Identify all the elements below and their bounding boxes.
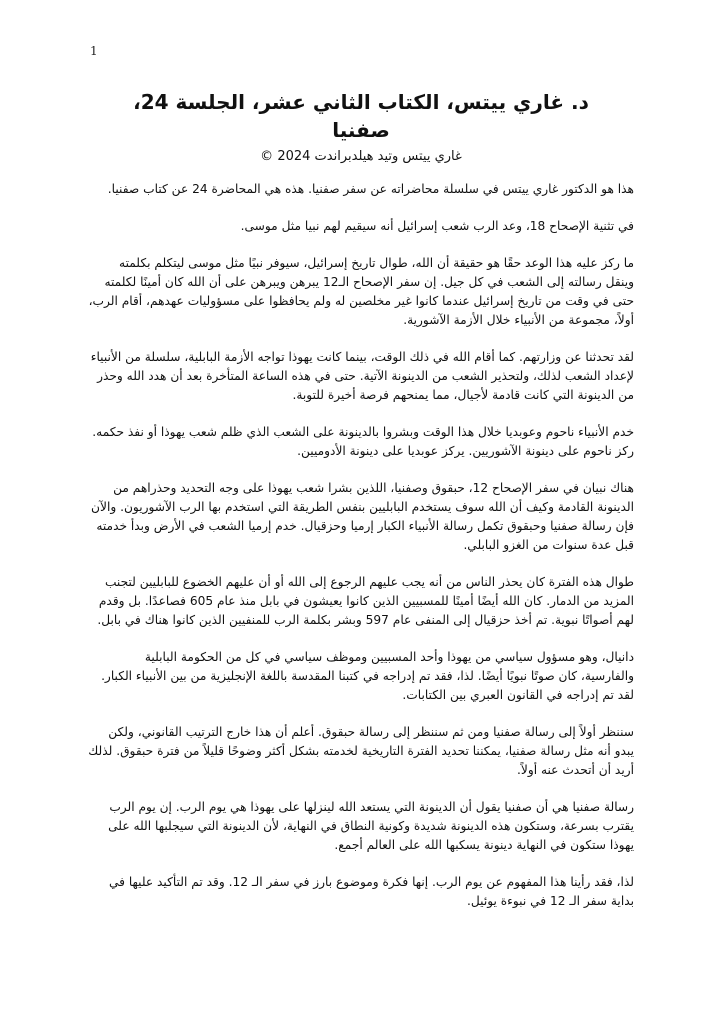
paragraph: في تثنية الإصحاح 18، وعد الرب شعب إسرائيل أنه سيقيم لهم نبيا مثل موسى.	[240, 219, 634, 233]
paragraph: ما ركز عليه هذا الوعد حقًا هو حقيقة أن الله، طوال تاريخ إسرائيل، سيوفر نبيًا مثل موسى ليتكلم بكلمته وينقل رسالته إلى الشعب في كل جيل. إن سفر الإصحاح الـ12 يبرهن ويبرهن على أن الله كان أمينًا لكلمته حتى في وقت من تاريخ إسرائيل عندما كانوا غير مخلصين له ولم يحافظوا على مسؤوليات عهدهم، أقام الرب، أولاً، مجموعة من الأنبياء خلال الأزمة الآشورية.	[88, 256, 634, 327]
paragraph: هذا هو الدكتور غاري ييتس في سلسلة محاضراته عن سفر صفنيا. هذه هي المحاضرة 24 عن كتاب صفنيا.	[107, 182, 634, 196]
paragraph: رسالة صفنيا هي أن صفنيا يقول أن الدينونة التي يستعد الله لينزلها على يهوذا هي يوم الرب. إن يوم الرب يقترب بسرعة، وستكون هذه الدينونة شديدة وكونية النطاق في النهاية، لأن الدينونة التي سيجلبها الله على يهوذا ستكون في النهاية دينونة يسكبها الله على العالم أجمع.	[108, 800, 634, 852]
page-title	[88, 88, 634, 144]
paragraph: طوال هذه الفترة كان يحذر الناس من أنه يجب عليهم الرجوع إلى الله أو أن عليهم الخضوع للبابليين لتجنب المزيد من الدمار. كان الله أيضًا أمينًا للمسبيين الذين كانوا يعيشون في بابل منذ عام 605 فصاعدًا. بل وقدم لهم أصواتًا نبوية. تم أخذ حزقيال إلى المنفى عام 597 وبشر بكلمة الرب للمنفيين الذين كانوا هناك في بابل.	[97, 575, 634, 627]
paragraph: لقد تحدثنا عن وزارتهم. كما أقام الله في ذلك الوقت، بينما كانت يهوذا تواجه الأزمة البابلية، سلسلة من الأنبياء لإعداد الشعب لذلك، ولتحذير الشعب من الدينونة الآتية. حتى في هذه الساعة المتأخرة بعد أن هدد الله وحذر من الدينونة التي كانت قادمة لأجيال، مما يمنحهم فرصة أخيرة للتوبة.	[90, 350, 634, 402]
paragraph: خدم الأنبياء ناحوم وعوبديا خلال هذا الوقت وبشروا بالدينونة على الشعب الذي ظلم شعب يهوذا أو نفذ حكمه. ركز ناحوم على دينونة الآشوريين. يركز عوبديا على دينونة الأدوميين.	[92, 425, 634, 458]
paragraph: دانيال، وهو مسؤول سياسي من يهوذا وأحد المسبيين وموظف سياسي في كل من الحكومة البابلية والفارسية، كان صوتًا نبويًا أيضًا. لذا، فقد تم إدراجه في كتبنا المقدسة باللغة الإنجليزية من بين الأنبياء الكبار. لقد تم إدراجه في القانون العبري بين الكتابات.	[101, 650, 634, 702]
copyright-line: غاري ييتس وتيد هيلدبراندت 2024 ©	[260, 149, 462, 164]
document-body	[88, 88, 634, 929]
title-line-2: صفنيا	[332, 118, 390, 142]
paragraph: سننظر أولاً إلى رسالة صفنيا ومن ثم سننظر إلى رسالة حبقوق. أعلم أن هذا خارج الترتيب القانوني، ولكن يبدو أنه مثل رسالة صفنيا، يمكننا تحديد الفترة التاريخية لخدمته بشكل أكثر وضوحًا قليلاً من فترة حبقوق. لذلك أريد أن أتحدث عنه أولاً.	[88, 725, 634, 777]
paragraph: لذا، فقد رأينا هذا المفهوم عن يوم الرب. إنها فكرة وموضوع بارز في سفر الـ 12. وقد تم التأكيد عليها في بداية سفر الـ 12 في نبوءة يوئيل.	[108, 875, 634, 908]
title-line-1: د. غاري ييتس، الكتاب الثاني عشر، الجلسة 24،	[133, 90, 589, 114]
paragraph: هناك نبيان في سفر الإصحاح 12، حبقوق وصفنيا، اللذين بشرا شعب يهوذا على وجه التحديد وحذراهم من الدينونة القادمة وكيف أن الله سوف يستخدم البابليين بنفس الطريقة التي استخدم بها الرب الآشوريون. والآن فإن رسالة صفنيا وحبقوق تكمل رسالة الأنبياء الكبار إرميا وحزقيال. خدم إرميا الشعب في الأرض وبدأ خدمته قبل عدة سنوات من الغزو البابلي.	[91, 481, 634, 552]
page-number: 1	[90, 44, 98, 58]
